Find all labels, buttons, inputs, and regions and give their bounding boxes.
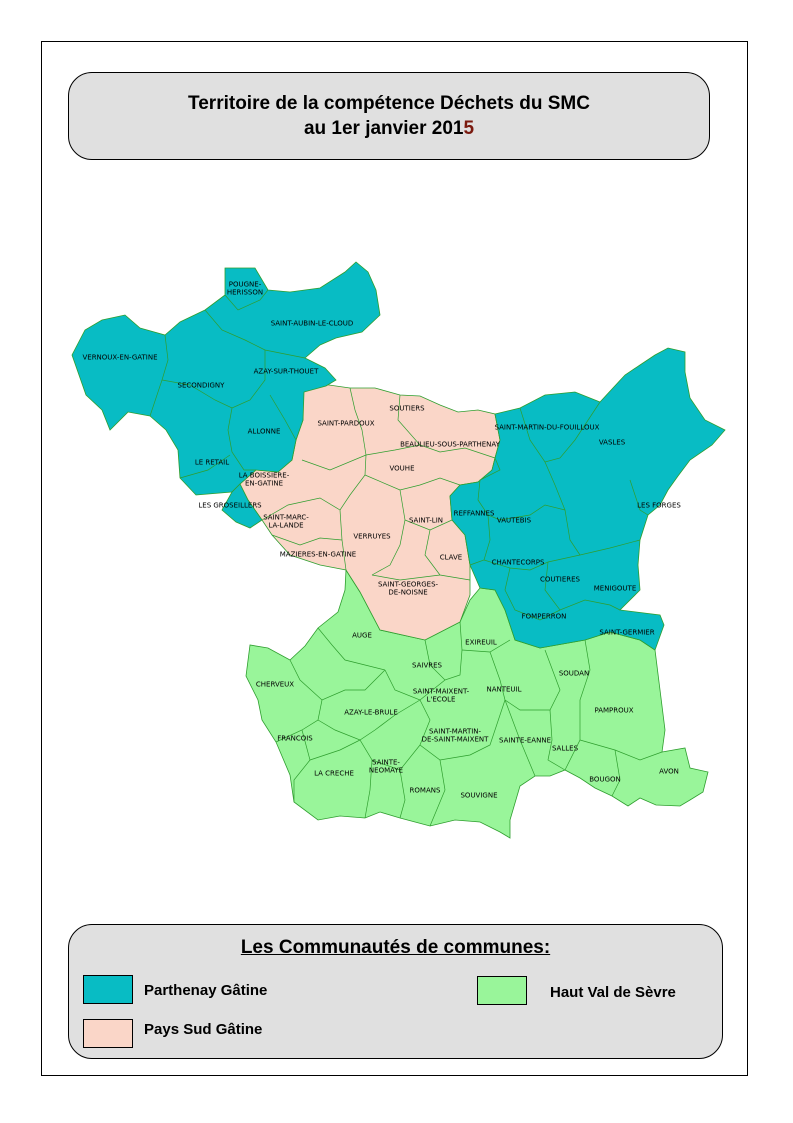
map-regions [72, 262, 725, 838]
commune-label-auge: AUGE [352, 631, 372, 640]
legend-label-parthenay-gatine: Parthenay Gâtine [144, 982, 268, 999]
legend-box [68, 924, 723, 1059]
commune-label-exireuil: EXIREUIL [465, 638, 497, 647]
commune-label-les-forges: LES FORGES [637, 501, 681, 510]
commune-label-nanteuil: NANTEUIL [486, 685, 522, 694]
commune-label-secondigny: SECONDIGNY [177, 381, 225, 390]
commune-label-menigoute: MENIGOUTE [593, 584, 637, 593]
commune-label-souvigne: SOUVIGNE [460, 791, 498, 800]
commune-label-saint-maixent-l-ecole: SAINT-MAIXENT-L'ECOLE [412, 687, 470, 704]
legend-swatch-pays-sud-gatine [83, 1019, 133, 1048]
commune-label-vasles: VASLES [598, 438, 626, 447]
commune-label-bougon: BOUGON [589, 775, 621, 784]
commune-label-beaulieu-sous-parthenay: BEAULIEU-SOUS-PARTHENAY [400, 440, 500, 449]
commune-label-salles: SALLES [551, 744, 579, 753]
commune-label-pougne-herisson: POUGNE-HERISSON [226, 280, 264, 297]
commune-label-pamproux: PAMPROUX [594, 706, 634, 715]
map-title-line-2-text: au 1er janvier 201 [303, 118, 464, 139]
commune-label-saint-germier: SAINT-GERMIER [599, 628, 655, 637]
commune-label-allonne: ALLONNE [247, 427, 281, 436]
commune-label-saint-georges-de-noisne: SAINT-GEORGES-DE-NOISNE [377, 580, 439, 597]
commune-label-saint-martin-du-fouilloux: SAINT-MARTIN-DU-FOUILLOUX [494, 423, 600, 432]
commune-label-azay-sur-thouet: AZAY-SUR-THOUET [253, 367, 319, 376]
commune-label-sainte-eanne: SAINTE-EANNE [499, 736, 551, 745]
legend-swatch-parthenay-gatine [83, 975, 133, 1004]
commune-label-mazieres-en-gatine: MAZIERES-EN-GATINE [279, 550, 357, 559]
legend-title: Les Communautés de communes: [240, 937, 551, 958]
legend-swatch-haut-val-de-sevre [477, 976, 527, 1005]
legend-label-haut-val-de-sevre: Haut Val de Sèvre [550, 984, 676, 1001]
commune-label-soudan: SOUDAN [558, 669, 590, 678]
commune-label-saint-martin-de-saint-maixent: SAINT-MARTIN-DE-SAINT-MAIXENT [421, 727, 489, 744]
commune-label-clave: CLAVE [439, 553, 463, 562]
commune-label-sainte-neomaye: SAINTE-NEOMAYE [368, 758, 404, 775]
commune-label-les-groseillers: LES GROSEILLERS [198, 501, 262, 510]
map-title-year-digit: 5 [463, 118, 475, 139]
commune-label-saivres: SAIVRES [412, 661, 442, 670]
commune-label-coutieres: COUTIERES [539, 575, 581, 584]
commune-label-la-creche: LA CRECHE [314, 769, 354, 778]
map-title-line-1: Territoire de la compétence Déchets du SMC [188, 93, 590, 114]
commune-label-chantecorps: CHANTECORPS [491, 558, 545, 567]
commune-label-fomperron: FOMPERRON [521, 612, 567, 621]
commune-label-saint-pardoux: SAINT-PARDOUX [317, 419, 375, 428]
commune-label-vernoux-en-gatine: VERNOUX-EN-GATINE [82, 353, 158, 362]
commune-label-soutiers: SOUTIERS [389, 404, 425, 413]
commune-label-azay-le-brule: AZAY-LE-BRULE [344, 708, 398, 717]
commune-label-saint-aubin-le-cloud: SAINT-AUBIN-LE-CLOUD [270, 319, 354, 328]
commune-label-saint-marc-la-lande: SAINT-MARC-LA-LANDE [263, 513, 309, 530]
commune-label-verruyes: VERRUYES [353, 532, 391, 541]
commune-label-cherveux: CHERVEUX [255, 680, 295, 689]
commune-label-reffannes: REFFANNES [453, 509, 495, 518]
commune-label-romans: ROMANS [409, 786, 441, 795]
commune-label-saint-lin: SAINT-LIN [408, 516, 444, 525]
commune-label-la-boissiere-en-gatine: LA BOISSIERE-EN-GATINE [238, 471, 290, 488]
commune-label-avon: AVON [659, 767, 679, 776]
commune-label-vautebis: VAUTEBIS [496, 516, 532, 525]
commune-label-vouhe: VOUHE [389, 464, 415, 473]
commune-label-le-retail: LE RETAIL [194, 458, 230, 467]
commune-label-francois: FRANCOIS [277, 734, 313, 743]
legend-label-pays-sud-gatine: Pays Sud Gâtine [144, 1021, 263, 1038]
